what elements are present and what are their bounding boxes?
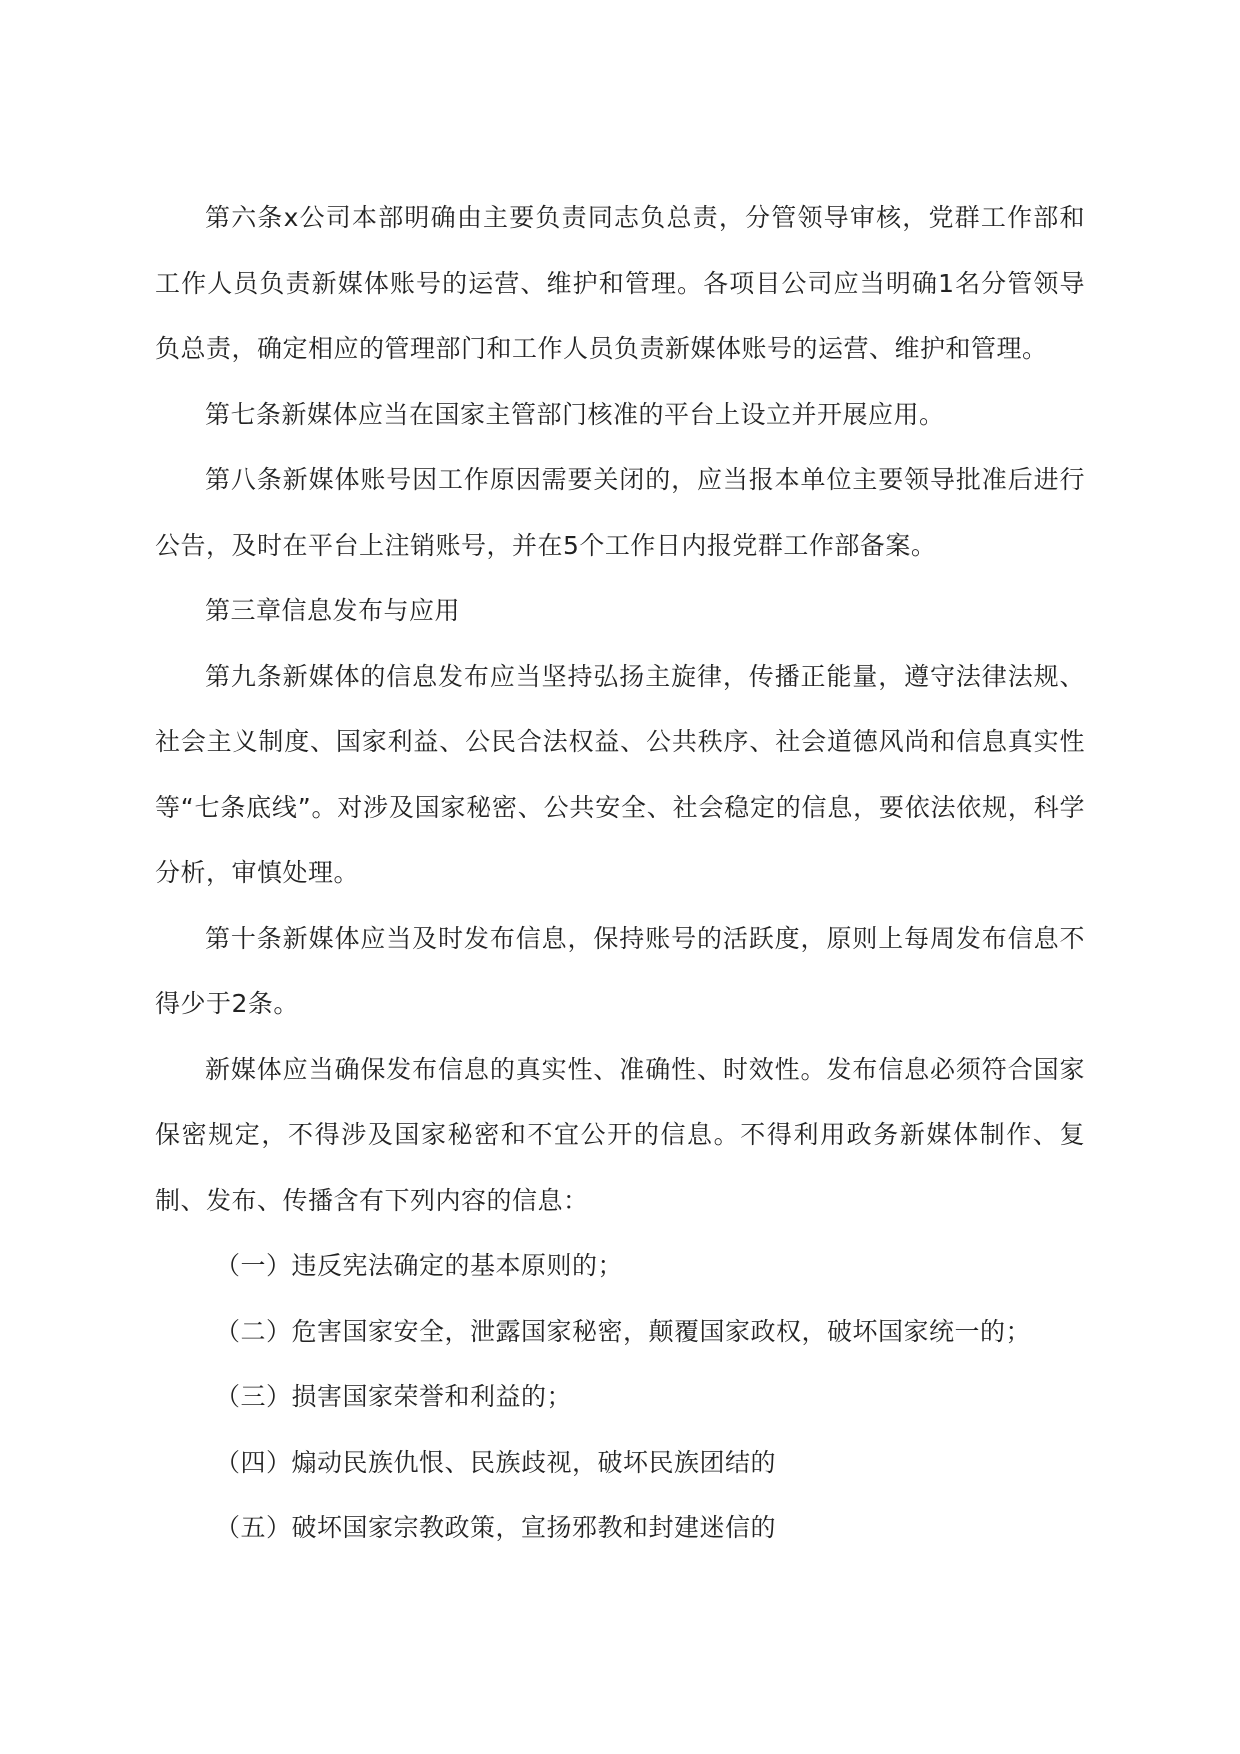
list-item-4: （四）煽动民族仇恨、民族歧视，破坏民族团结的 [215,1447,777,1477]
article-7-paragraph: 第七条新媒体应当在国家主管部门核准的平台上设立并开展应用。 [205,399,945,429]
document-page [155,185,1085,1561]
article-8-paragraph: 第八条新媒体账号因工作原因需要关闭的，应当报本单位主要领导批准后进行公告，及时在平台上注销账号，并在5个工作日内报党群工作部备案。 [155,465,1085,560]
list-item-2: （二）危害国家安全，泄露国家秘密，颠覆国家政权，破坏国家统一的； [215,1316,1032,1346]
list-item-1: （一）违反宪法确定的基本原则的； [215,1251,624,1280]
list-item-5: （五）破坏国家宗教政策，宣扬邪教和封建迷信的 [215,1513,777,1542]
article-10-paragraph: 第十条新媒体应当及时发布信息，保持账号的活跃度，原则上每周发布信息不得少于2条。 [155,923,1085,1018]
article-10-continuation-paragraph: 新媒体应当确保发布信息的真实性、准确性、时效性。发布信息必须符合国家保密规定，不得涉及国家秘密和不宜公开的信息。不得利用政务新媒体制作、复制、发布、传播含有下列内容的信息： [155,1054,1085,1215]
article-6-paragraph: 第六条x公司本部明确由主要负责同志负总责，分管领导审核，党群工作部和工作人员负责新媒体账号的运营、维护和管理。各项目公司应当明确1名分管领导负总责，确定相应的管理部门和工作人员负责新媒体账号的运营、维护和管理。 [155,203,1085,363]
article-9-paragraph: 第九条新媒体的信息发布应当坚持弘扬主旋律，传播正能量，遵守法律法规、社会主义制度、国家利益、公民合法权益、公共秩序、社会道德风尚和信息真实性等“七条底线”。对涉及国家秘密、公共安全、社会稳定的信息，要依法依规，科学分析，审慎处理。 [155,661,1085,887]
list-item-3: （三）损害国家荣誉和利益的； [215,1382,573,1411]
chapter-3-heading: 第三章信息发布与应用 [205,596,461,625]
